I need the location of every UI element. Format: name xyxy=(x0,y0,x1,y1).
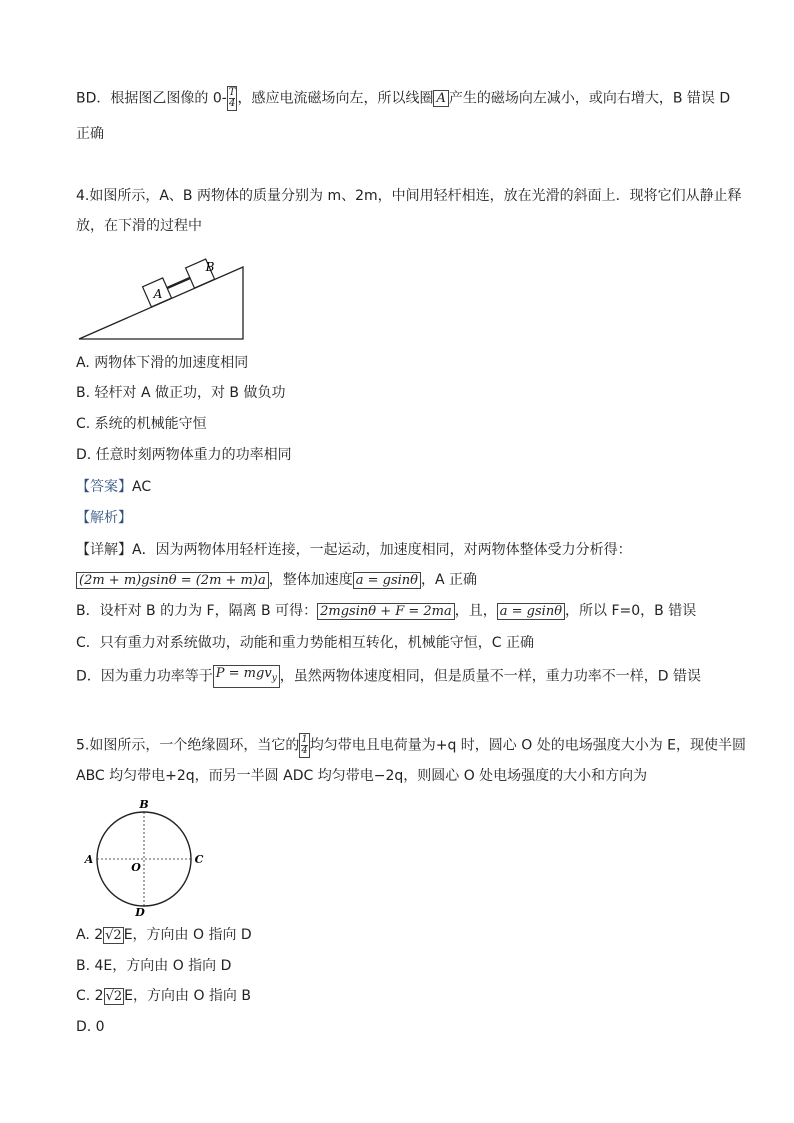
bd-coil: A xyxy=(433,90,448,107)
bd-post: 产生的磁场向左减小，或向右增大，B 错误 D xyxy=(448,90,731,107)
q5-option-b: B. 4E，方向由 O 指向 D xyxy=(76,958,232,974)
bd-mid: ，感应电流磁场向左，所以线圈 xyxy=(237,90,434,107)
q5-fraction: $\frac{1}{4}$ xyxy=(301,734,308,756)
equation-3: 2mgsinθ + F = 2ma xyxy=(317,603,455,620)
bd-fraction: $\frac{T}{4}$ xyxy=(228,87,236,109)
equation-1: (2m + m)gsinθ = (2m + m)a xyxy=(76,572,269,589)
q4-stem-line1: 4.如图所示，A、B 两物体的质量分别为 m、2m，中间用轻杆相连，放在光滑的斜面上．现将它们从静止释 xyxy=(76,188,742,204)
equation-2: a = gsinθ xyxy=(353,572,421,589)
bd-pre: BD．根据图乙图像的 0- xyxy=(76,90,227,107)
ring-label-o: O xyxy=(131,861,141,874)
q4-stem-line2: 放，在下滑的过程中 xyxy=(76,218,202,234)
answer-tag: 【答案】 xyxy=(76,479,132,495)
q5-option-a: A. 2 √2 E，方向由 O 指向 D xyxy=(76,927,252,943)
bd-cont: 正确 xyxy=(76,126,104,142)
ring-label-c: C xyxy=(194,853,204,866)
ring-label-d: D xyxy=(135,906,145,919)
q5-stem-line2: ABC 均匀带电+2q，而另一半圆 ADC 均匀带电−2q，则圆心 O 处电场强度的大小和方向为 xyxy=(76,768,648,784)
ring-label-a: A xyxy=(84,853,94,866)
detail-line2: (2m + m)gsinθ = (2m + m)a ，整体加速度 a = gsinθ ，A 正确 xyxy=(76,570,734,590)
equation-4: a = gsinθ xyxy=(497,603,565,620)
q5-stem-line1: 5.如图所示，一个绝缘圆环，当它的 $\frac{1}{4}$ 均匀带电且电荷量为+q 时，圆心 O 处的电场强度大小为 E，现使半圆 xyxy=(76,734,747,756)
q4-answer-line xyxy=(76,477,734,497)
ring-label-b: B xyxy=(139,798,149,811)
detail-tag: 【详解】 xyxy=(76,542,132,558)
q4-option-b: B. 轻杆对 A 做正功，对 B 做负功 xyxy=(76,385,286,401)
answer-value: AC xyxy=(132,479,152,495)
bd-line xyxy=(76,86,734,111)
detail-line1: 【详解】A．因为两物体用轻杆连接，一起运动，加速度相同，对两物体整体受力分析得： xyxy=(76,542,632,558)
q5-option-d: D. 0 xyxy=(76,1019,105,1035)
analysis-tag: 【解析】 xyxy=(76,510,132,526)
sqrt-two-c: √2 xyxy=(105,988,123,1004)
charged-ring xyxy=(97,812,191,906)
incline-figure xyxy=(76,250,251,342)
block-a-label: A xyxy=(153,287,163,301)
light-rod xyxy=(167,278,190,288)
detail-line3: B．设杆对 B 的力为 F，隔离 B 可得： 2mgsinθ + F = 2ma ，且， a = gsinθ ，所以 F=0，B 错误 xyxy=(76,603,697,619)
detail-line4: C．只有重力对系统做功，动能和重力势能相互转化，机械能守恒，C 正确 xyxy=(76,635,534,651)
q4-option-a: A. 两物体下滑的加速度相同 xyxy=(76,355,249,371)
block-b-label: B xyxy=(205,260,215,274)
detail-line5: D．因为重力功率等于 P = mgv$_y$ ，虽然两物体速度相同，但是质量不一样，重力功率不一样，D 错误 xyxy=(76,665,734,688)
equation-5: P = mgv$_y$ xyxy=(213,665,280,688)
ring-figure xyxy=(82,797,206,919)
q5-option-c: C. 2 √2 E，方向由 O 指向 B xyxy=(76,988,251,1004)
sqrt-two-a: √2 xyxy=(105,927,122,943)
q4-option-c: C. 系统的机械能守恒 xyxy=(76,416,207,432)
q4-option-d: D. 任意时刻两物体重力的功率相同 xyxy=(76,447,292,463)
